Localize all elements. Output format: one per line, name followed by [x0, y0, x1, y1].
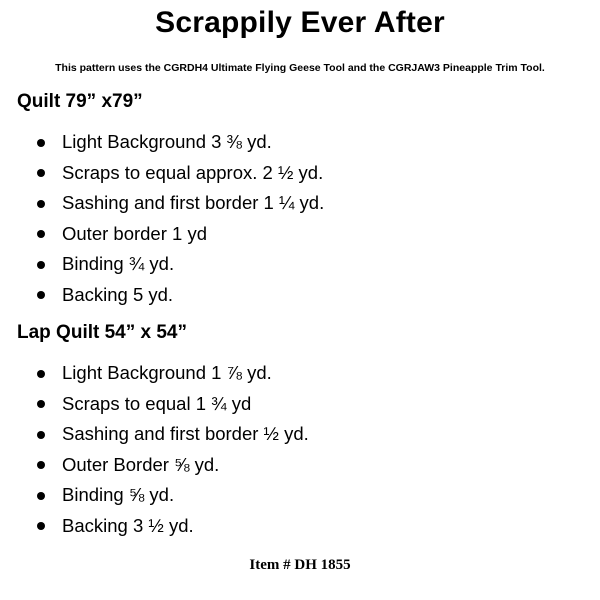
bullet-icon [37, 370, 45, 378]
page-title: Scrappily Ever After [155, 6, 445, 39]
bullet-icon [37, 139, 45, 147]
list-item-text: Light Background 3 ⅜ yd. [62, 131, 272, 152]
bullet-icon [37, 431, 45, 439]
item-number: Item # DH 1855 [249, 557, 351, 573]
bullet-icon [37, 169, 45, 177]
bullet-icon [37, 200, 45, 208]
list-item-text: Backing 3 ½ yd. [62, 514, 194, 536]
list-item-text: Sashing and first border ½ yd. [62, 423, 309, 444]
bullet-icon [37, 230, 45, 238]
bullet-icon [37, 522, 45, 530]
bullet-icon [37, 461, 45, 469]
list-item-text: Light Background 1 ⅞ yd. [62, 362, 272, 383]
bullet-icon [37, 261, 45, 269]
bullet-icon [37, 492, 45, 500]
list-item-text: Outer border 1 yd [62, 222, 207, 244]
section-heading-quilt: Quilt 79” x79” [17, 91, 143, 112]
list-item-text: Sashing and first border 1 ¼ yd. [62, 192, 325, 213]
tools-note: This pattern uses the CGRDH4 Ultimate Flying Geese Tool and the CGRJAW3 Pineapple Trim Tool. [55, 62, 545, 74]
list-item-text: Scraps to equal approx. 2 ½ yd. [62, 161, 324, 183]
list-item-text: Backing 5 yd. [62, 283, 174, 305]
bullet-icon [37, 291, 45, 299]
list-item-text: Scraps to equal 1 ¾ yd [62, 392, 252, 414]
list-item-text: Binding ⅝ yd. [62, 484, 175, 505]
bullet-icon [37, 400, 45, 408]
section-heading-lap-quilt: Lap Quilt 54” x 54” [17, 322, 187, 343]
list-item-text: Binding ¾ yd. [62, 253, 175, 274]
list-item-text: Outer Border ⅝ yd. [62, 453, 220, 475]
